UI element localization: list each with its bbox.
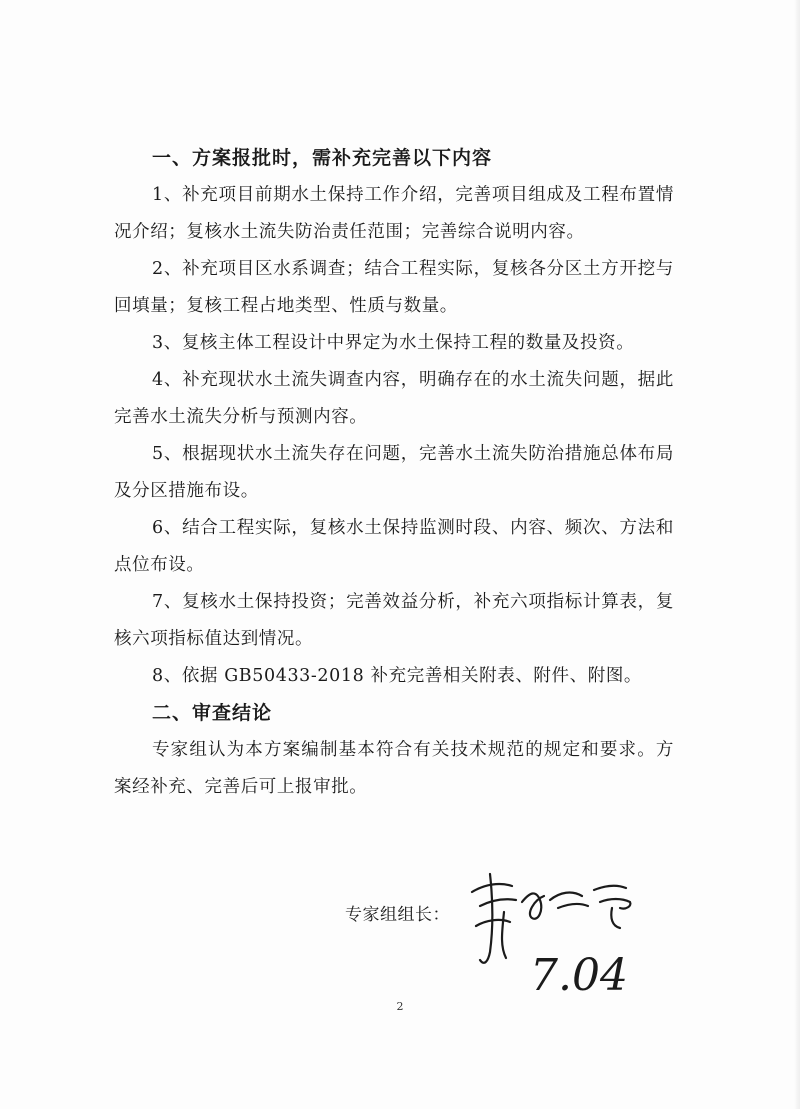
page-number: 2 bbox=[396, 1000, 404, 1013]
requirement-item-3: 3、复核主体工程设计中界定为水土保持工程的数量及投资。 bbox=[152, 333, 635, 353]
section-heading-conclusion: 二、审查结论 bbox=[152, 702, 273, 724]
requirement-item-4: 4、补充现状水土流失调查内容，明确存在的水土流失问题，据此完善水土流失分析与预测内容。 bbox=[114, 370, 674, 427]
requirement-item-2: 2、补充项目区水系调查；结合工程实际，复核各分区土方开挖与回填量；复核工程占地类型、性质与数量。 bbox=[114, 259, 674, 316]
handwritten-signature bbox=[460, 862, 650, 1012]
requirement-item-6: 6、结合工程实际，复核水土保持监测时段、内容、频次、方法和点位布设。 bbox=[114, 518, 674, 575]
requirement-item-8: 8、依据 GB50433-2018 补充完善相关附表、附件、附图。 bbox=[152, 666, 643, 686]
scan-edge-shadow bbox=[794, 0, 800, 1109]
requirement-item-1: 1、补充项目前期水土保持工作介绍，完善项目组成及工程布置情况介绍；复核水土流失防治责任范围；完善综合说明内容。 bbox=[114, 185, 674, 242]
signature-date: 7.04 bbox=[530, 950, 628, 1001]
signature-line bbox=[345, 898, 450, 938]
section-heading-requirements: 一、方案报批时，需补充完善以下内容 bbox=[152, 147, 493, 169]
review-conclusion-text: 专家组认为本方案编制基本符合有关技术规范的规定和要求。方案经补充、完善后可上报审批。 bbox=[114, 740, 674, 797]
signature-label: 专家组组长： bbox=[345, 905, 450, 925]
requirement-item-7: 7、复核水土保持投资；完善效益分析，补充六项指标计算表，复核六项指标值达到情况。 bbox=[114, 592, 674, 649]
requirement-item-5: 5、根据现状水土流失存在问题，完善水土流失防治措施总体布局及分区措施布设。 bbox=[114, 444, 674, 501]
document-body bbox=[114, 140, 674, 806]
